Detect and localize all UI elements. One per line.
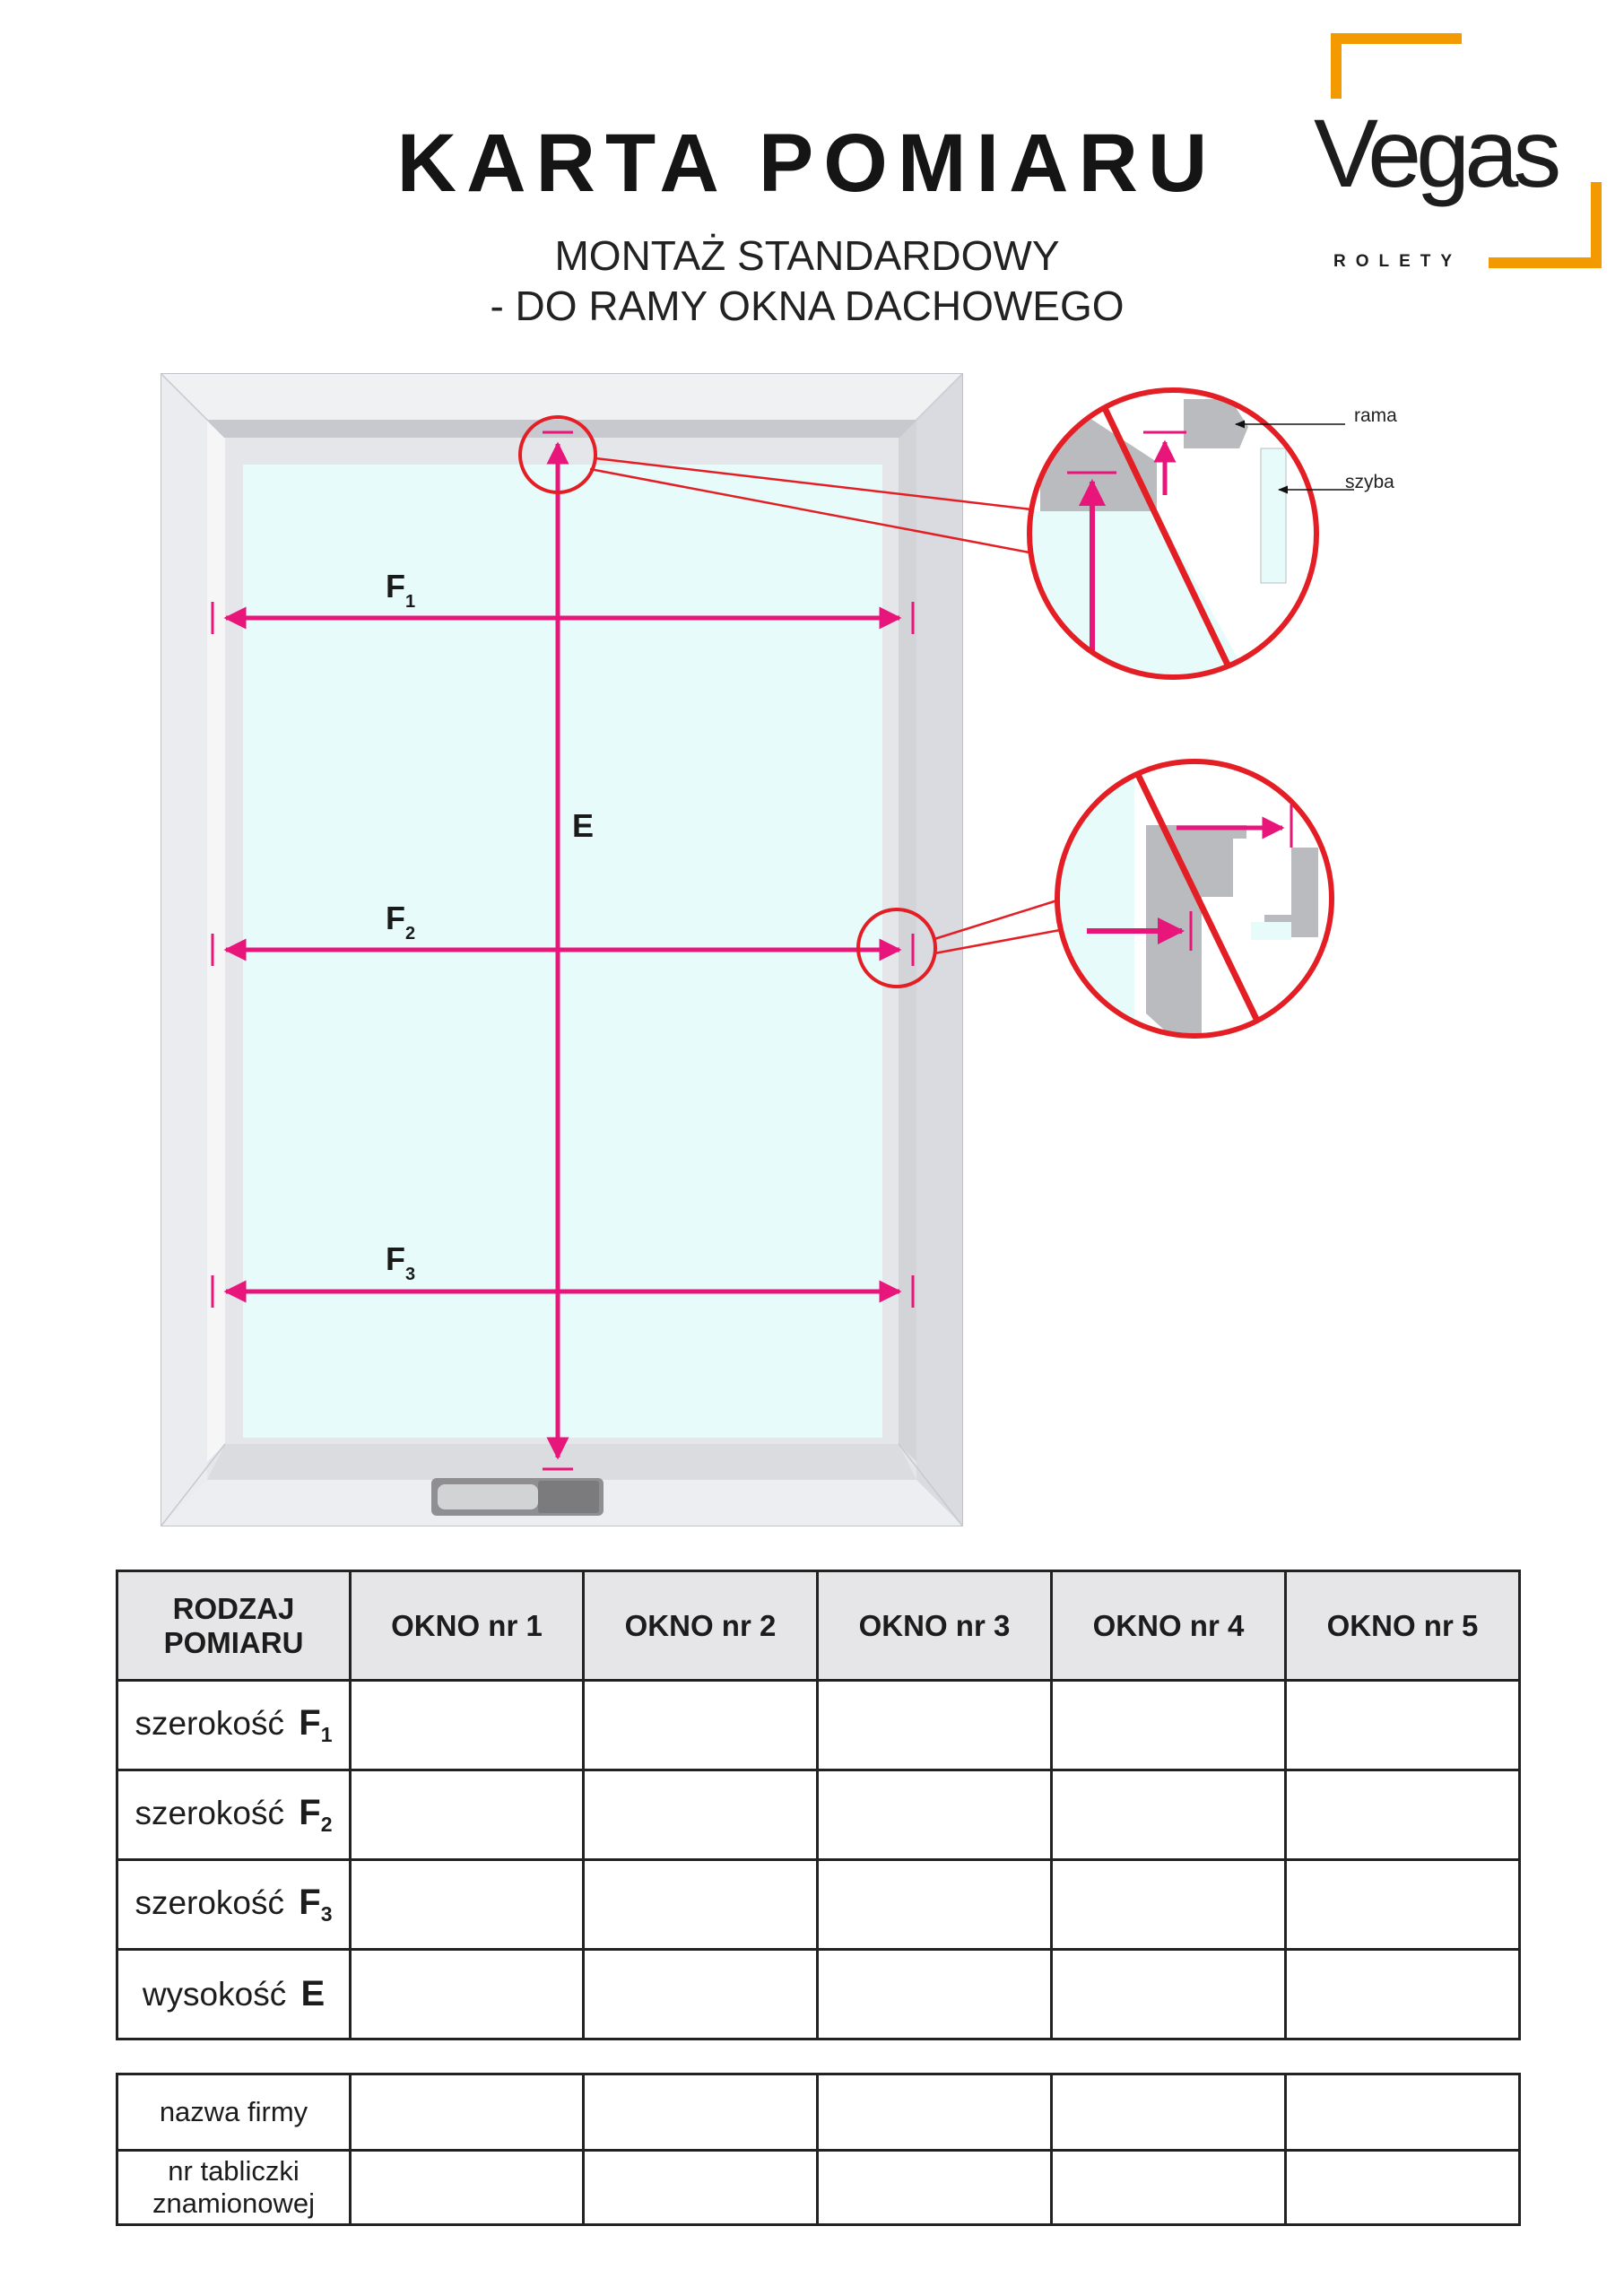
label-e: E <box>572 807 595 844</box>
page-subtitle-line1: MONTAŻ STANDARDOWY <box>554 232 1060 279</box>
cell-f1-window-2[interactable] <box>584 1681 818 1770</box>
row-label-e: wysokość E <box>117 1950 351 2039</box>
row-label-f1: szerokość $F_1$ <box>117 1681 351 1770</box>
row-label-f2: szerokość $F_2$ <box>117 1770 351 1860</box>
label-f3: $F_3$ <box>386 1240 416 1284</box>
page-title: KARTA POMIARU <box>396 117 1218 209</box>
row-label-f3: szerokość $F_3$ <box>117 1860 351 1950</box>
cell-company-window-2[interactable] <box>584 2074 818 2151</box>
cell-f1-window-1[interactable] <box>351 1681 584 1770</box>
cell-f2-window-1[interactable] <box>351 1770 584 1860</box>
measurement-table <box>116 1570 1521 2040</box>
cell-company-window-3[interactable] <box>818 2074 1052 2151</box>
cell-e-window-4[interactable] <box>1052 1950 1286 2039</box>
cell-f3-window-2[interactable] <box>584 1860 818 1950</box>
callout-label-rama: rama <box>1354 405 1397 426</box>
detail-top-rama <box>1022 386 1354 691</box>
table-row <box>117 1770 1520 1860</box>
cell-company-window-4[interactable] <box>1052 2074 1286 2151</box>
cell-f1-window-5[interactable] <box>1286 1681 1520 1770</box>
cell-f2-window-2[interactable] <box>584 1770 818 1860</box>
row-label-company-name: nazwa firmy <box>117 2074 351 2151</box>
cell-f2-window-5[interactable] <box>1286 1770 1520 1860</box>
cell-company-window-1[interactable] <box>351 2074 584 2151</box>
table-row <box>117 1681 1520 1770</box>
cell-nameplate-window-3[interactable] <box>818 2151 1052 2225</box>
header-window-1: OKNO nr 1 <box>351 1571 584 1681</box>
table-row <box>117 2151 1520 2225</box>
header-window-4: OKNO nr 4 <box>1052 1571 1286 1681</box>
cell-nameplate-window-2[interactable] <box>584 2151 818 2225</box>
page-subtitle-line2: - DO RAMY OKNA DACHOWEGO <box>490 283 1125 329</box>
table-row <box>117 1860 1520 1950</box>
cell-company-window-5[interactable] <box>1286 2074 1520 2151</box>
cell-f3-window-3[interactable] <box>818 1860 1052 1950</box>
logo-brand: Vegas <box>1314 99 1557 207</box>
table-row <box>117 1950 1520 2039</box>
cell-e-window-2[interactable] <box>584 1950 818 2039</box>
label-f1: $F_1$ <box>386 568 416 612</box>
cell-f1-window-4[interactable] <box>1052 1681 1286 1770</box>
window-handle-icon <box>431 1478 604 1516</box>
cell-e-window-3[interactable] <box>818 1950 1052 2039</box>
cell-f3-window-5[interactable] <box>1286 1860 1520 1950</box>
cell-f1-window-3[interactable] <box>818 1681 1052 1770</box>
header-measurement-type: RODZAJ POMIARU <box>117 1571 351 1681</box>
header-window-2: OKNO nr 2 <box>584 1571 818 1681</box>
cell-nameplate-window-1[interactable] <box>351 2151 584 2225</box>
header-window-3: OKNO nr 3 <box>818 1571 1052 1681</box>
cell-nameplate-window-5[interactable] <box>1286 2151 1520 2225</box>
table-header-row <box>117 1571 1520 1681</box>
table-row <box>117 2074 1520 2151</box>
cell-e-window-5[interactable] <box>1286 1950 1520 2039</box>
header-window-5: OKNO nr 5 <box>1286 1571 1520 1681</box>
logo-tagline: ROLETY <box>1333 252 1463 271</box>
cell-f3-window-4[interactable] <box>1052 1860 1286 1950</box>
cell-f2-window-4[interactable] <box>1052 1770 1286 1860</box>
cell-f3-window-1[interactable] <box>351 1860 584 1950</box>
cell-e-window-1[interactable] <box>351 1950 584 2039</box>
info-table <box>116 2073 1521 2226</box>
cell-f2-window-3[interactable] <box>818 1770 1052 1860</box>
detail-side-szyba <box>1049 753 1345 1049</box>
cell-nameplate-window-4[interactable] <box>1052 2151 1286 2225</box>
callout-label-szyba: szyba <box>1345 472 1394 492</box>
label-f2: $F_2$ <box>386 900 416 944</box>
row-label-nameplate-number: nr tabliczki znamionowej <box>117 2151 351 2225</box>
